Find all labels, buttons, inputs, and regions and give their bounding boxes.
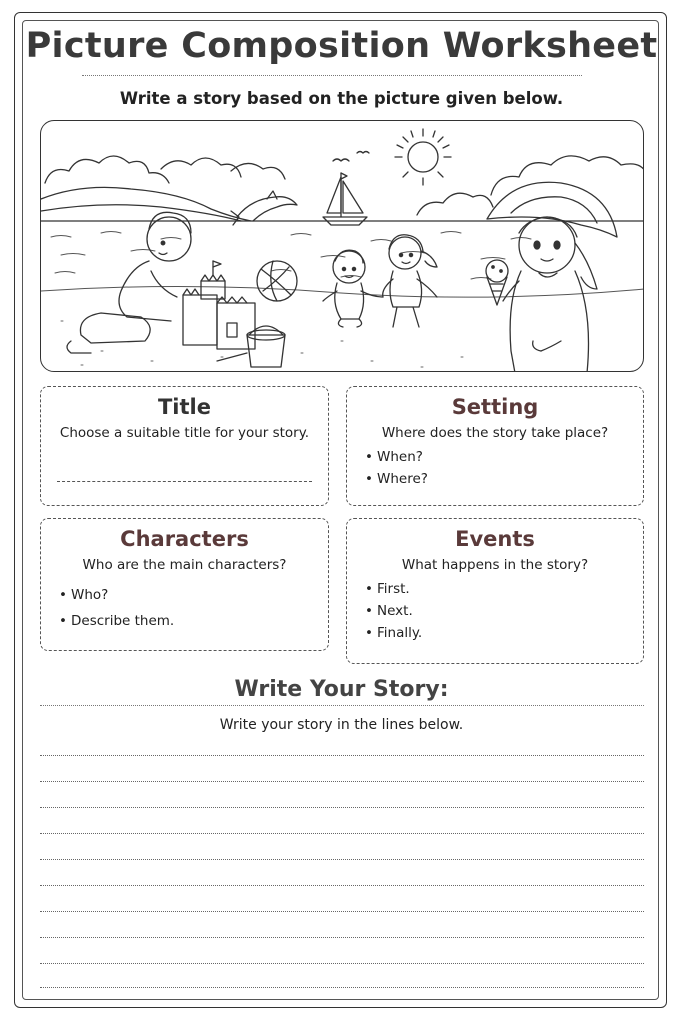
cloud-icon [417, 156, 644, 215]
page-subtitle: Write a story based on the picture given below. [119, 89, 564, 108]
beach-scene-illustration [40, 120, 644, 372]
writing-line[interactable] [40, 781, 644, 782]
list-item: • When? [365, 449, 643, 465]
story-divider [40, 705, 644, 706]
events-list [347, 581, 643, 641]
title-box-heading: Title [157, 395, 211, 419]
setting-box-heading: Setting [451, 395, 539, 419]
characters-box-prompt: Who are the main characters? [82, 557, 287, 573]
cloud-icon [45, 156, 285, 183]
writing-line[interactable] [40, 937, 644, 938]
page-title: Picture Composition Worksheet [25, 26, 658, 66]
writing-line[interactable] [40, 859, 644, 860]
writing-line[interactable] [40, 885, 644, 886]
title-divider [82, 75, 582, 76]
title-answer-line[interactable] [57, 481, 312, 482]
characters-list [41, 587, 328, 629]
writing-line[interactable] [40, 987, 644, 988]
setting-list [347, 449, 643, 487]
list-item: • Describe them. [59, 613, 328, 629]
story-heading: Write Your Story: [234, 677, 449, 702]
events-box-heading: Events [455, 527, 535, 551]
events-box [346, 518, 644, 664]
writing-line[interactable] [40, 963, 644, 964]
sailboat-icon [323, 173, 367, 225]
sun-icon [395, 129, 451, 185]
list-item: • Next. [365, 603, 643, 619]
title-box [40, 386, 329, 506]
setting-box [346, 386, 644, 506]
characters-box [40, 518, 329, 651]
boy-figure [67, 212, 191, 353]
dolphin-icon [231, 191, 297, 225]
list-item: • Who? [59, 587, 328, 603]
list-item: • Where? [365, 471, 643, 487]
setting-box-prompt: Where does the story take place? [381, 425, 609, 441]
list-item: • First. [365, 581, 643, 597]
events-box-prompt: What happens in the story? [401, 557, 589, 573]
list-item: • Finally. [365, 625, 643, 641]
girl-figure [383, 235, 437, 327]
writing-line[interactable] [40, 807, 644, 808]
sandcastle-icon [183, 261, 255, 349]
characters-box-heading: Characters [120, 527, 249, 551]
title-box-prompt: Choose a suitable title for your story. [59, 425, 310, 441]
writing-line[interactable] [40, 833, 644, 834]
toddler-figure [323, 250, 383, 327]
writing-line[interactable] [40, 911, 644, 912]
beach-ball-icon [257, 261, 297, 301]
writing-line[interactable] [40, 755, 644, 756]
story-prompt: Write your story in the lines below. [219, 717, 464, 733]
